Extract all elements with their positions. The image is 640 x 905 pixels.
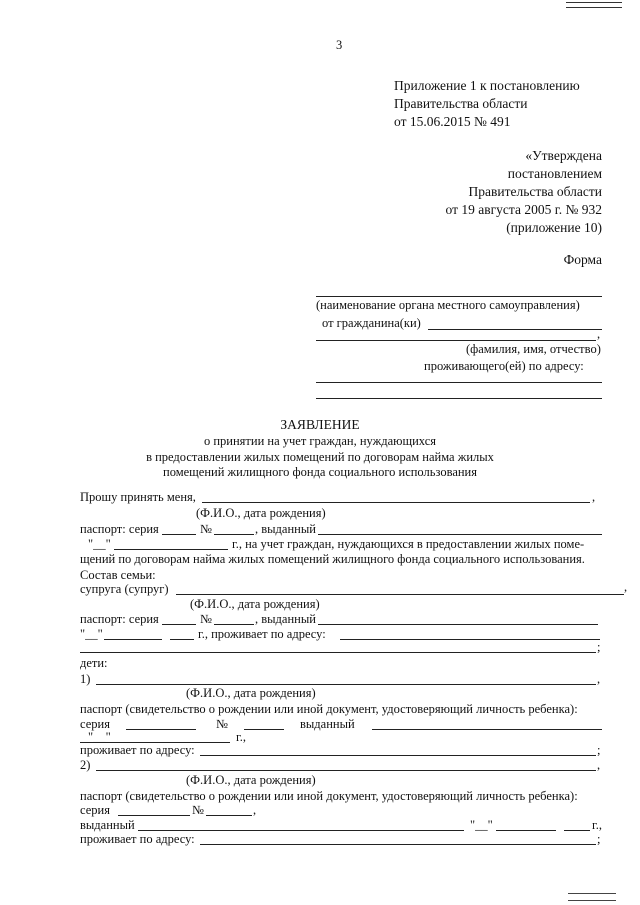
registration-text-2: щений по договорам найма жилых помещений жилищного фонда социального использования. — [80, 552, 585, 566]
annex-line-2: Правительства области — [394, 96, 528, 111]
issued-label: , выданный — [255, 522, 316, 536]
child2-address-line — [200, 844, 596, 845]
child1-series-label: серия — [80, 717, 110, 731]
from-citizen-label: от гражданина(ки) — [322, 316, 421, 330]
spouse-residence-label: г., проживает по адресу: — [198, 627, 326, 641]
child2-date-quote: "__" — [470, 818, 493, 832]
address-line-1 — [316, 382, 602, 383]
child2-number: 2) — [80, 758, 91, 772]
title-line-1: о принятии на учет граждан, нуждающихся — [203, 434, 436, 448]
scan-corner-mark — [566, 2, 622, 8]
child1-year-suffix: г., — [236, 730, 246, 744]
spouse-semicolon: ; — [597, 640, 601, 654]
issue-date-line — [114, 549, 228, 550]
org-name-line — [316, 296, 602, 297]
approved-line-2: постановлением — [507, 166, 602, 181]
fio-caption: (фамилия, имя, отчество) — [466, 342, 601, 356]
child2-series-label: серия — [80, 803, 110, 817]
application-heading: ЗАЯВЛЕНИЕ — [280, 417, 360, 432]
spouse-number-sign: № — [200, 612, 212, 626]
child2-passport-label: паспорт (свидетельство о рождении или иной документ, удостоверяющий личность ребенка): — [80, 789, 578, 803]
family-label: Состав семьи: — [80, 568, 156, 582]
child2-semicolon: ; — [597, 832, 601, 846]
child2-year-line — [564, 830, 590, 831]
org-caption: (наименование органа местного самоуправления) — [316, 298, 580, 312]
applicant-fio-caption: (Ф.И.О., дата рождения) — [196, 506, 326, 520]
child1-number-line — [244, 729, 284, 730]
spouse-label: супруга (супруг) — [80, 582, 169, 596]
child2-year-suffix: г., — [592, 818, 602, 832]
child1-residence-label: проживает по адресу: — [80, 743, 195, 757]
approved-line-5: (приложение 10) — [506, 220, 602, 235]
child2-fio-caption: (Ф.И.О., дата рождения) — [186, 773, 316, 787]
issued-by-line — [318, 534, 602, 535]
spouse-date-quote: "__" — [80, 627, 103, 641]
child2-series-line — [118, 815, 190, 816]
spouse-address-line-2 — [80, 652, 596, 653]
spouse-address-line — [340, 639, 600, 640]
child2-issued-label: выданный — [80, 818, 135, 832]
annex-line-1: Приложение 1 к постановлению — [394, 78, 580, 93]
spouse-series-line — [162, 624, 196, 625]
form-label: Форма — [563, 252, 602, 267]
title-line-2: в предоставлении жилых помещений по договорам найма жилых — [146, 450, 494, 464]
spouse-date-line — [104, 639, 162, 640]
child1-date-quote: "__" — [88, 730, 111, 744]
spouse-comma: , — [624, 580, 628, 594]
citizen-name-line — [428, 329, 602, 330]
spouse-year-line — [170, 639, 194, 640]
applicant-fio-line — [202, 502, 590, 503]
child1-address-line — [200, 755, 596, 756]
registration-text: г., на учет граждан, нуждающихся в предоставлении жилых поме- — [232, 537, 585, 551]
child1-passport-label: паспорт (свидетельство о рождении или иной документ, удостоверяющий личность ребенка): — [80, 702, 578, 716]
child1-number: 1) — [80, 672, 91, 686]
approved-line-4: от 19 августа 2005 г. № 932 — [445, 202, 602, 217]
residing-label: проживающего(ей) по адресу: — [424, 359, 584, 373]
child2-date-line — [496, 830, 556, 831]
addressee-comma: , — [597, 327, 601, 341]
child2-number-sign: № — [192, 803, 204, 817]
passport-number-line — [214, 534, 254, 535]
spouse-issued-label: , выданный — [255, 612, 316, 626]
number-sign: № — [200, 522, 212, 536]
address-line-2 — [316, 398, 602, 399]
request-text: Прошу принять меня, — [80, 490, 196, 504]
child1-number-sign: № — [216, 717, 228, 731]
child2-comma: , — [597, 758, 601, 772]
passport-series-label: паспорт: серия — [80, 522, 159, 536]
issue-date-quote: "__" — [88, 537, 111, 551]
child2-issued-line — [138, 830, 464, 831]
scan-corner-mark-bottom — [568, 893, 616, 901]
child1-issued-line — [372, 729, 602, 730]
approved-line-1: «Утверждена — [525, 148, 602, 163]
child1-fio-line — [96, 684, 596, 685]
spouse-passport-label: паспорт: серия — [80, 612, 159, 626]
child1-comma: , — [597, 672, 601, 686]
child2-series-comma: , — [253, 803, 257, 817]
child2-fio-line — [96, 770, 596, 771]
spouse-number-line — [214, 624, 254, 625]
children-label: дети: — [80, 656, 108, 670]
spouse-fio-caption: (Ф.И.О., дата рождения) — [190, 597, 320, 611]
annex-line-3: от 15.06.2015 № 491 — [394, 114, 511, 129]
request-comma: , — [592, 490, 596, 504]
child1-series-line — [126, 729, 196, 730]
child2-residence-label: проживает по адресу: — [80, 832, 195, 846]
citizen-name-line-2 — [316, 340, 596, 341]
spouse-issued-line — [318, 624, 598, 625]
child1-issued-label: выданный — [300, 717, 355, 731]
approved-line-3: Правительства области — [468, 184, 602, 199]
title-line-3: помещений жилищного фонда социального использования — [163, 465, 477, 479]
passport-series-line — [162, 534, 196, 535]
child1-fio-caption: (Ф.И.О., дата рождения) — [186, 686, 316, 700]
child2-number-line — [206, 815, 252, 816]
page-number: 3 — [336, 38, 343, 52]
spouse-fio-line — [176, 594, 624, 595]
child1-semicolon: ; — [597, 743, 601, 757]
